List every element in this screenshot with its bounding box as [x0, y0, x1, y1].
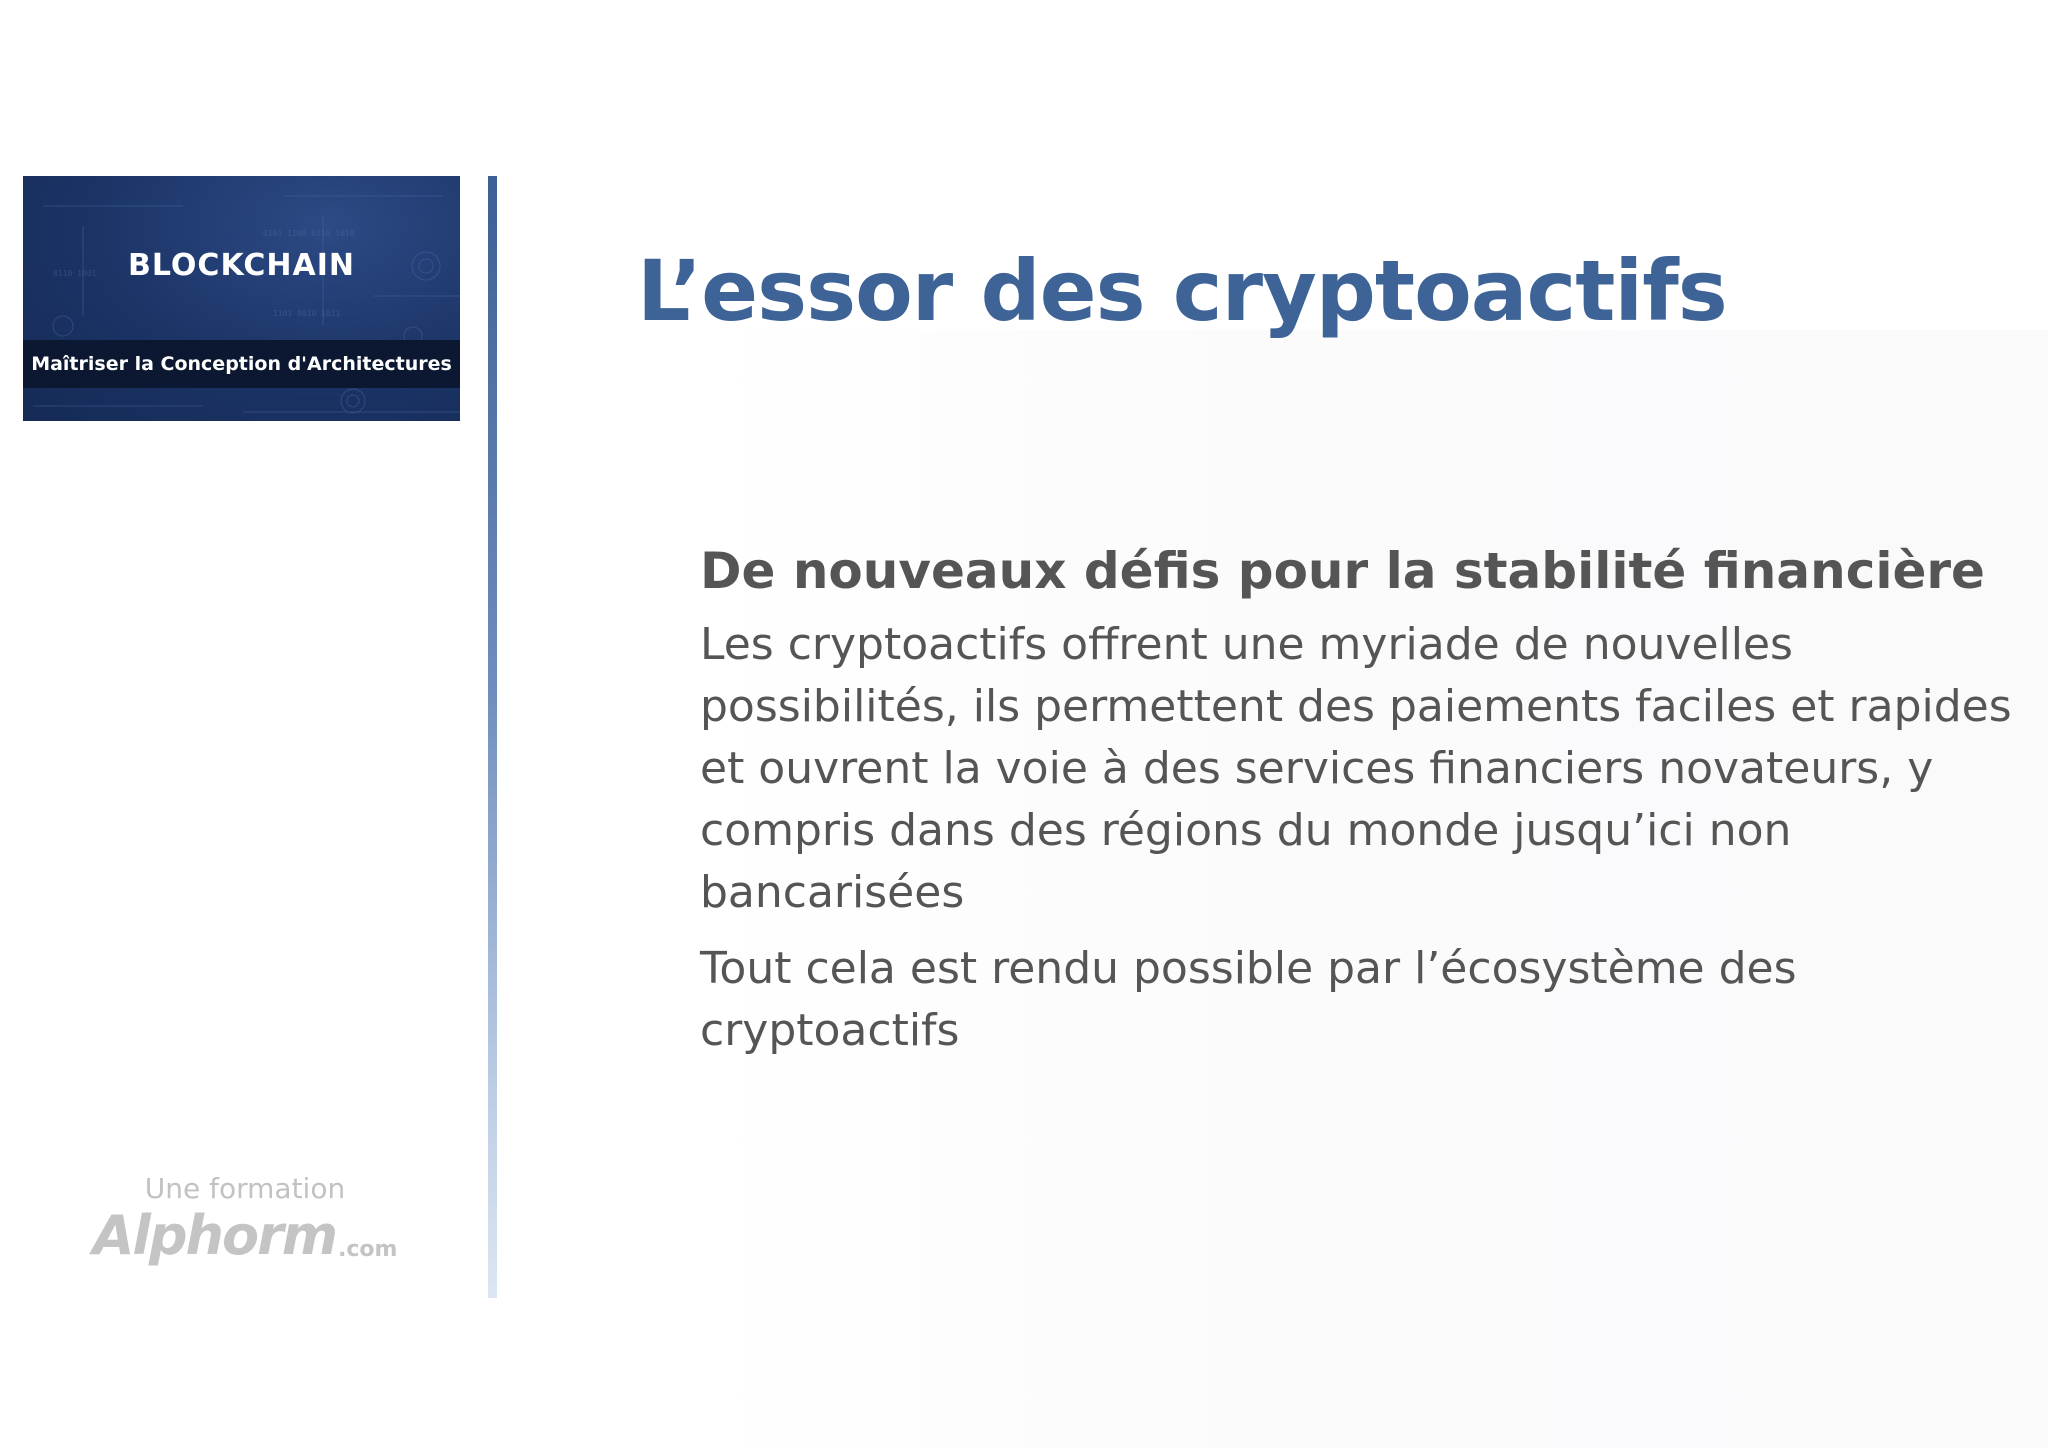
course-thumbnail: [23, 176, 460, 421]
slide-title: L’essor des cryptoactifs: [637, 242, 1727, 340]
svg-text:0110 1001: 0110 1001: [53, 269, 97, 278]
course-title: BLOCKCHAIN: [128, 248, 355, 283]
course-subtitle-bar: [23, 340, 460, 388]
svg-text:1101 0010 1011: 1101 0010 1011: [273, 309, 341, 318]
brand-tagline: Une formation: [144, 1172, 346, 1205]
brand-name: Alphorm: [92, 1204, 336, 1267]
brand-tld: .com: [337, 1236, 398, 1262]
svg-text:0101 1100 0110 1010: 0101 1100 0110 1010: [263, 229, 355, 238]
slide-body: [700, 536, 2020, 1062]
vertical-divider: [488, 176, 497, 1298]
body-paragraph: Tout cela est rendu possible par l’écosystème des cryptoactifs: [700, 943, 1797, 1056]
brand-footer: [92, 1172, 398, 1267]
course-subtitle: Maîtriser la Conception d'Architectures: [31, 353, 452, 375]
alphorm-logo: [92, 1204, 398, 1267]
body-paragraph: Les cryptoactifs offrent une myriade de nouvelles possibilités, ils permettent des paiements faciles et rapides et ouvrent la voie à des services financiers novateurs, y compris dans des régions du monde jusqu’ici non bancarisées: [700, 619, 2012, 918]
section-heading: De nouveaux défis pour la stabilité financière: [700, 542, 1985, 600]
